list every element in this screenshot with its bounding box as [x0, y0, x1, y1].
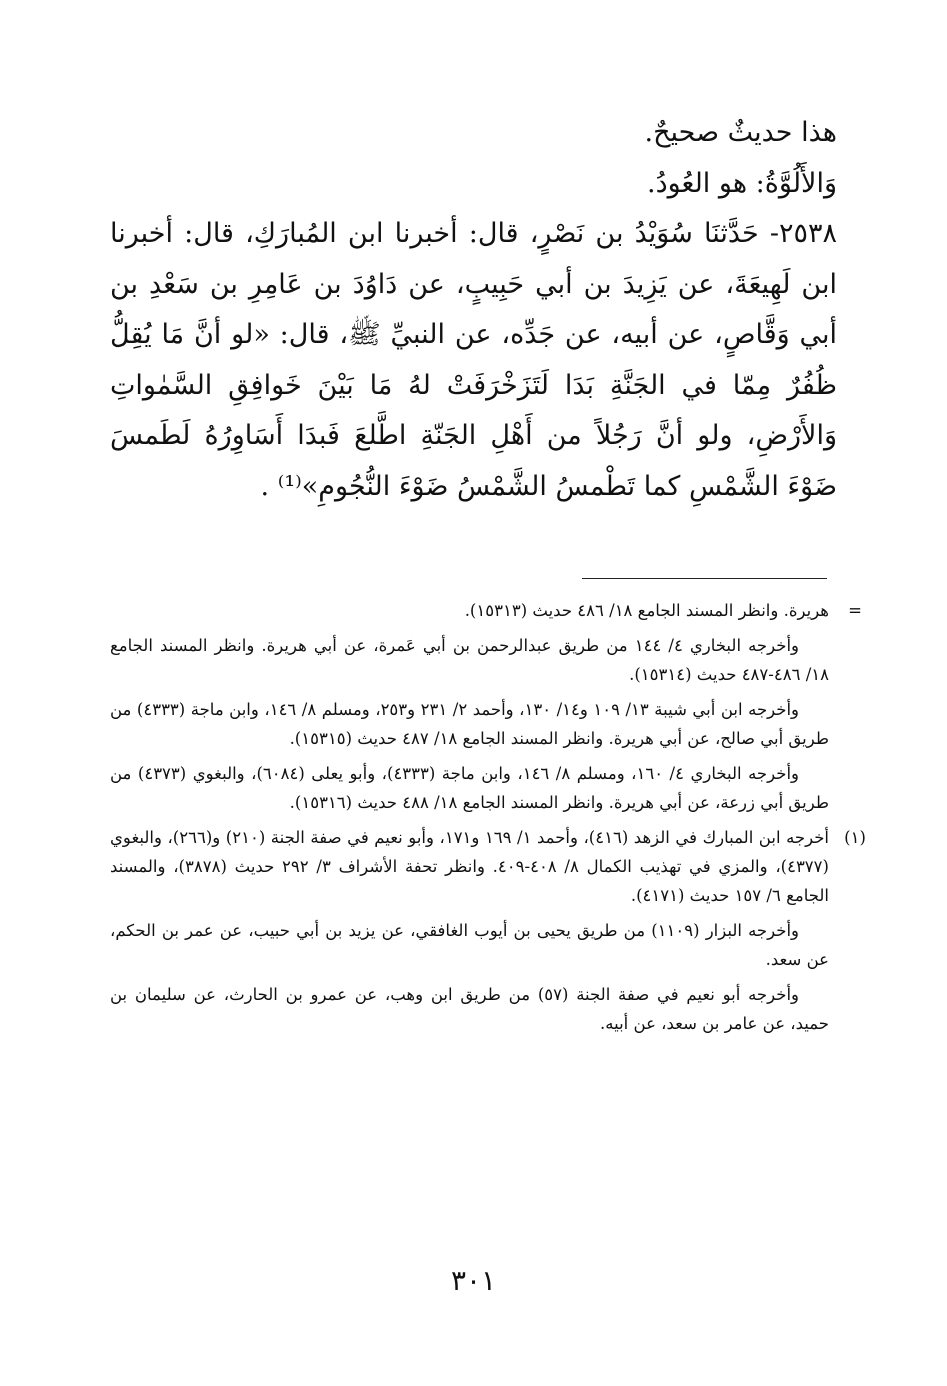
footnote-text: وأخرجه أبو نعيم في صفة الجنة (٥٧) من طريق ابن وهب، عن عمرو بن الحارث، عن سليمان بن حميد، عن عامر بن سعد، عن أبيه.	[110, 985, 829, 1033]
footnotes	[110, 596, 866, 1038]
footnote-continuation	[110, 596, 862, 625]
footnote-paragraph	[110, 916, 829, 974]
footnote-paragraph	[110, 980, 829, 1038]
footnote-text: وأخرجه البزار (١١٠٩) من طريق يحيى بن أيوب الغافقي، عن يزيد بن أبي حبيب، عن عمر بن الحكم، عن سعد.	[110, 921, 829, 969]
verdict-line: هذا حديثٌ صحيحٌ.	[644, 117, 837, 148]
footnote-1	[110, 823, 866, 910]
main-text	[110, 108, 837, 512]
footnote-text: هريرة. وانظر المسند الجامع ١٨/ ٤٨٦ حديث (١٥٣١٣).	[464, 601, 829, 620]
page-number: ٣٠١	[450, 1264, 497, 1297]
footnote-paragraph	[110, 759, 829, 817]
continuation-mark: =	[848, 601, 862, 620]
gloss-line: وَالأَلُوَّةُ: هو العُودُ.	[646, 167, 837, 199]
footnote-paragraph	[110, 631, 829, 689]
footnote-text: وأخرجه ابن أبي شيبة ١٣/ ١٠٩ و١٤/ ١٣٠، وأحمد ٢/ ٢٣١ و٢٥٣، ومسلم ٨/ ١٤٦، وابن ماجة (٤٣٣٣) من طريق أبي صالح، عن أبي هريرة. وانظر المسند الجامع ١٨/ ٤٨٧ حديث (١٥٣١٥).	[110, 700, 829, 748]
footnote-text: وأخرجه البخاري ٤/ ١٦٠، ومسلم ٨/ ١٤٦، وابن ماجة (٤٣٣٣)، وأبو يعلى (٦٠٨٤)، والبغوي (٤٣٧٣) من طريق أبي زرعة، عن أبي هريرة. وانظر المسند الجامع ١٨/ ٤٨٨ حديث (١٥٣١٦).	[110, 764, 829, 812]
footnote-paragraph	[110, 695, 829, 753]
hadith-2538: ٢٥٣٨- حَدَّثنَا سُوَيْدُ بن نَصْرٍ، قال: أخبرنا ابن المُبارَكِ، قال: أخبرنا ابن لَهِيعَةَ، عن يَزِيدَ بن أبي حَبِيبٍ، عن دَاوُدَ بن عَامِرِ بن سَعْدِ بن أبي وَقَّاصٍ، عن أبيه، عن جَدِّه، عن النبيِّ ﷺ، قال: «لو أنَّ مَا يُقِلُّ ظُفُرٌ مِمّا في الجَنَّةِ بَدَا لَتَزَخْرَفَتْ لهُ مَا بَيْنَ خَوافِقِ السَّمٰواتِ وَالأَرْضِ، ولو أنَّ رَجُلاً من أَهْلِ الجَنّةِ اطَّلعَ فَبدَا أَسَاوِرُهُ لَطَمسَ ضَوْءَ الشَّمْسِ كما تَطْمسُ الشَّمْسُ ضَوْءَ النُّجُومِ»⁽¹⁾ .	[110, 218, 837, 502]
footnote-separator	[582, 578, 827, 579]
footnote-text: أخرجه ابن المبارك في الزهد (٤١٦)، وأحمد ١/ ١٦٩ و١٧١، وأبو نعيم في صفة الجنة (٢١٠) و(٢٦٦)، والبغوي (٤٣٧٧)، والمزي في تهذيب الكمال ٨/ ٤٠٨-٤٠٩. وانظر تحفة الأشراف ٣/ ٢٩٢ حديث (٣٨٧٨)، والمسند الجامع ٦/ ١٥٧ حديث (٤١٧١).	[110, 828, 830, 905]
footnote-marker: (١)	[844, 828, 866, 847]
footnote-text: وأخرجه البخاري ٤/ ١٤٤ من طريق عبدالرحمن بن أبي عَمرة، عن أبي هريرة. وانظر المسند الجامع ١٨/ ٤٨٦-٤٨٧ حديث (١٥٣١٤).	[110, 636, 829, 684]
